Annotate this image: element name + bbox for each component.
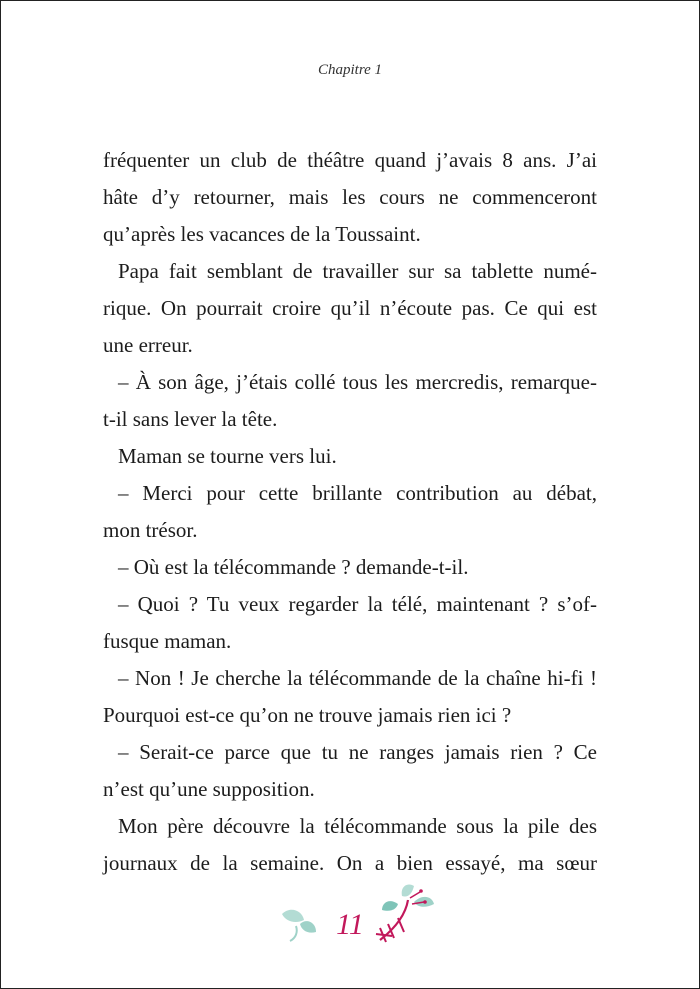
text-line: Pourquoi est-ce qu’on ne trouve jamais rien ici ? [103,703,512,727]
text-line: qu’après les vacances de la Toussaint. [103,222,421,246]
flower-ornament-right-icon [372,882,442,948]
text-line: – À son âge, j’étais collé tous les mercredis, remarque- [118,370,597,394]
text-line: rique. On pourrait croire qu’il n’écoute pas. Ce qui est [103,296,597,320]
text-line: n’est qu’une supposition. [103,777,315,801]
text-line: journaux de la semaine. On a bien essayé, ma sœur [103,851,597,875]
text-line: une erreur. [103,333,193,357]
text-line: Maman se tourne vers lui. [118,444,337,468]
text-line: – Merci pour cette brillante contribution au débat, [118,481,597,505]
running-header: Chapitre 1 [317,62,383,78]
text-line: – Où est la télécommande ? demande-t-il. [118,555,469,579]
page-footer [0,880,700,950]
leaf-icon [382,901,398,911]
text-line: Mon père découvre la télécommande sous la pile des [118,814,597,838]
text-line: hâte d’y retourner, mais les cours ne commenceront [103,185,597,209]
text-line: fréquenter un club de théâtre quand j’avais 8 ans. J’ai [103,148,597,172]
text-line: Papa fait semblant de travailler sur sa tablette numé- [118,259,597,283]
text-line: mon trésor. [103,518,198,542]
body-text [103,142,597,882]
stamen-dot-icon [423,900,427,904]
leaf-icon [402,884,414,896]
page-number: 11 [336,908,364,941]
stem-icon [376,918,404,942]
text-line: t-il sans lever la tête. [103,407,278,431]
stamen-dot-icon [419,889,423,893]
text-line: – Quoi ? Tu veux regarder la télé, maintenant ? s’of- [118,592,597,616]
text-line: – Non ! Je cherche la télécommande de la chaîne hi-fi ! [118,666,597,690]
text-line: fusque maman. [103,629,232,653]
text-line: – Serait-ce parce que tu ne ranges jamais rien ? Ce [118,740,597,764]
